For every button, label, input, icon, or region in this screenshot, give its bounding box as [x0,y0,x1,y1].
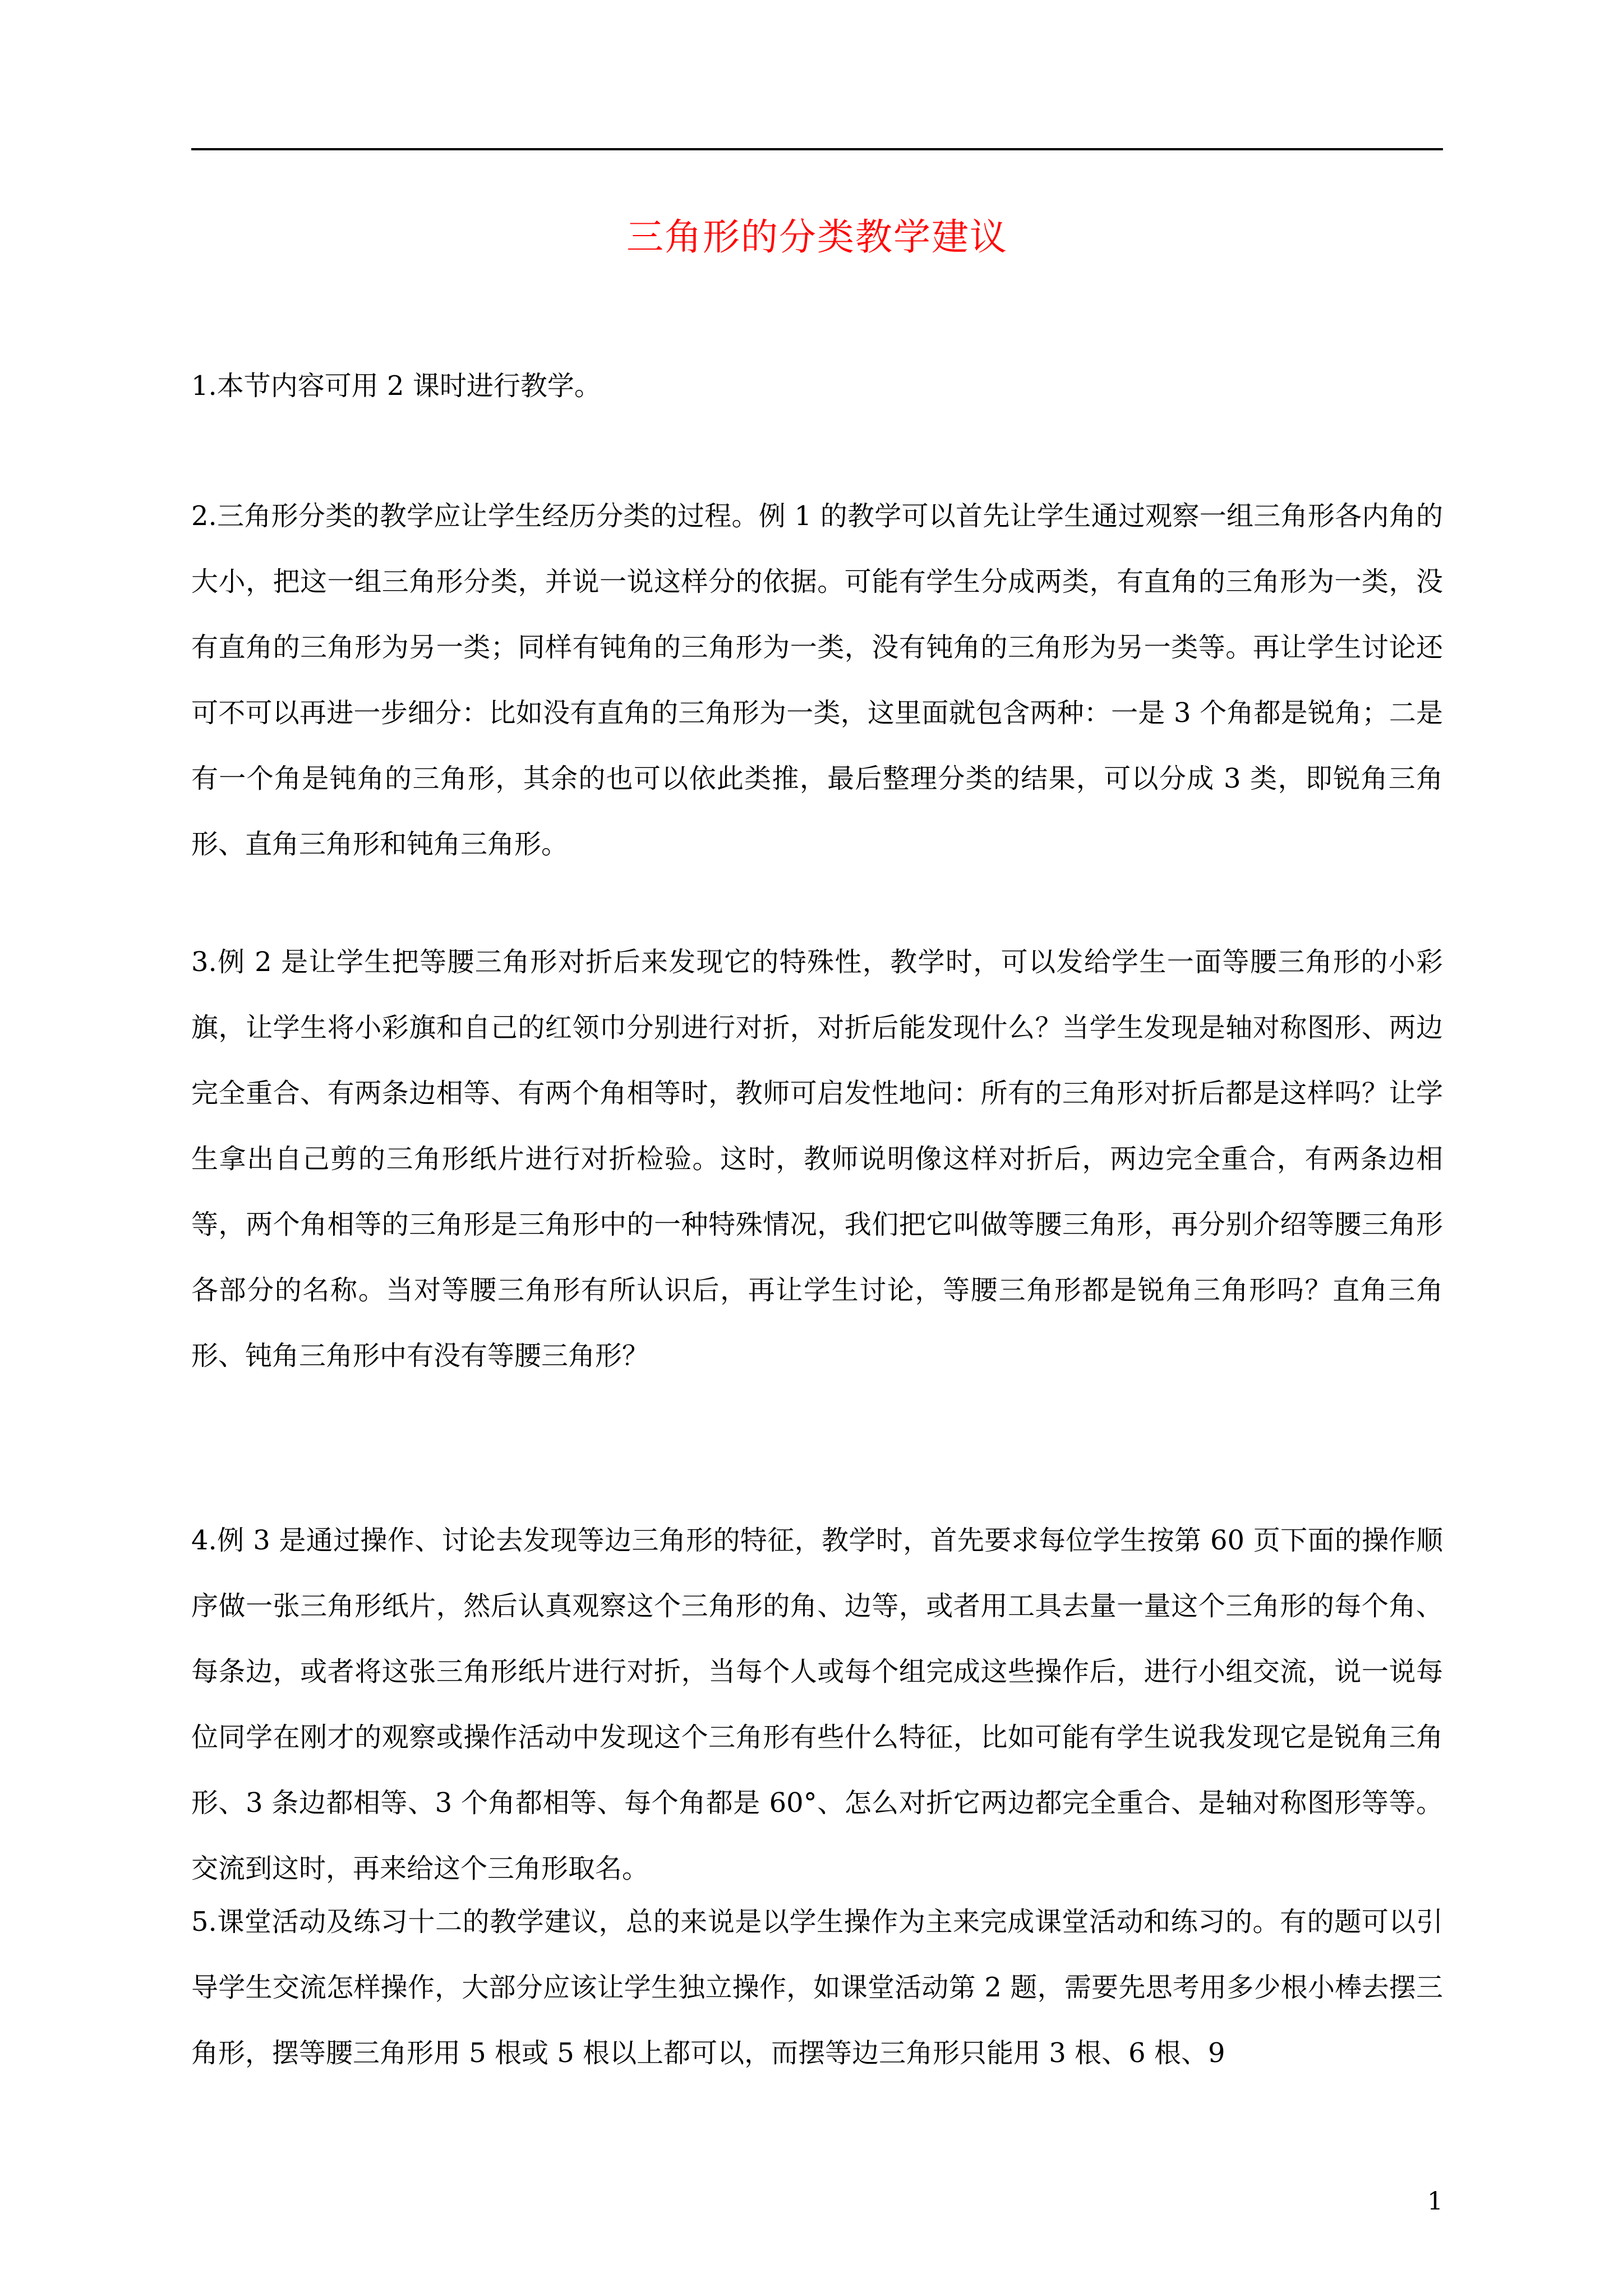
paragraph-1: 1.本节内容可用 2 课时进行教学。 [191,370,601,402]
paragraph-3: 3.例 2 是让学生把等腰三角形对折后来发现它的特殊性，教学时，可以发给学生一面等腰三角形的小彩旗，让学生将小彩旗和自己的红领巾分别进行对折，对折后能发现什么？当学生发现是轴对称图形、两边完全重合、有两条边相等、有两个角相等时，教师可启发性地问：所有的三角形对折后都是这样吗？让学生拿出自己剪的三角形纸片进行对折检验。这时，教师说明像这样对折后，两边完全重合，有两条边相等，两个角相等的三角形是三角形中的一种特殊情况，我们把它叫做等腰三角形，再分别介绍等腰三角形各部分的名称。当对等腰三角形有所认识后，再让学生讨论，等腰三角形都是锐角三角形吗？直角三角形、钝角三角形中有没有等腰三角形？ [191,946,1443,1372]
paragraph-5: 5.课堂活动及练习十二的教学建议，总的来说是以学生操作为主来完成课堂活动和练习的。有的题可以引导学生交流怎样操作，大部分应该让学生独立操作，如课堂活动第 2 题，需要先思考用多少根小棒去摆三角形，摆等腰三角形用 5 根或 5 根以上都可以，而摆等边三角形只能用 3 根、6 根、9 [191,1906,1443,2069]
page-number: 1 [1427,2187,1443,2216]
paragraph-2: 2.三角形分类的教学应让学生经历分类的过程。例 1 的教学可以首先让学生通过观察一组三角形各内角的大小，把这一组三角形分类，并说一说这样分的依据。可能有学生分成两类，有直角的三角形为一类，没有直角的三角形为另一类；同样有钝角的三角形为一类，没有钝角的三角形为另一类等。再让学生讨论还可不可以再进一步细分：比如没有直角的三角形为一类，这里面就包含两种：一是 3 个角都是锐角；二是有一个角是钝角的三角形，其余的也可以依此类推，最后整理分类的结果，可以分成 3 类，即锐角三角形、直角三角形和钝角三角形。 [191,500,1443,860]
header-rule [191,148,1443,150]
document-title: 三角形的分类教学建议 [626,215,1008,259]
paragraph-4: 4.例 3 是通过操作、讨论去发现等边三角形的特征，教学时，首先要求每位学生按第 60 页下面的操作顺序做一张三角形纸片，然后认真观察这个三角形的角、边等，或者用工具去量一量这个三角形的每个角、每条边，或者将这张三角形纸片进行对折，当每个人或每个组完成这些操作后，进行小组交流，说一说每位同学在刚才的观察或操作活动中发现这个三角形有些什么特征，比如可能有学生说我发现它是锐角三角形、3 条边都相等、3 个角都相等、每个角都是 60°、怎么对折它两边都完全重合、是轴对称图形等等。交流到这时，再来给这个三角形取名。 [191,1525,1443,1884]
